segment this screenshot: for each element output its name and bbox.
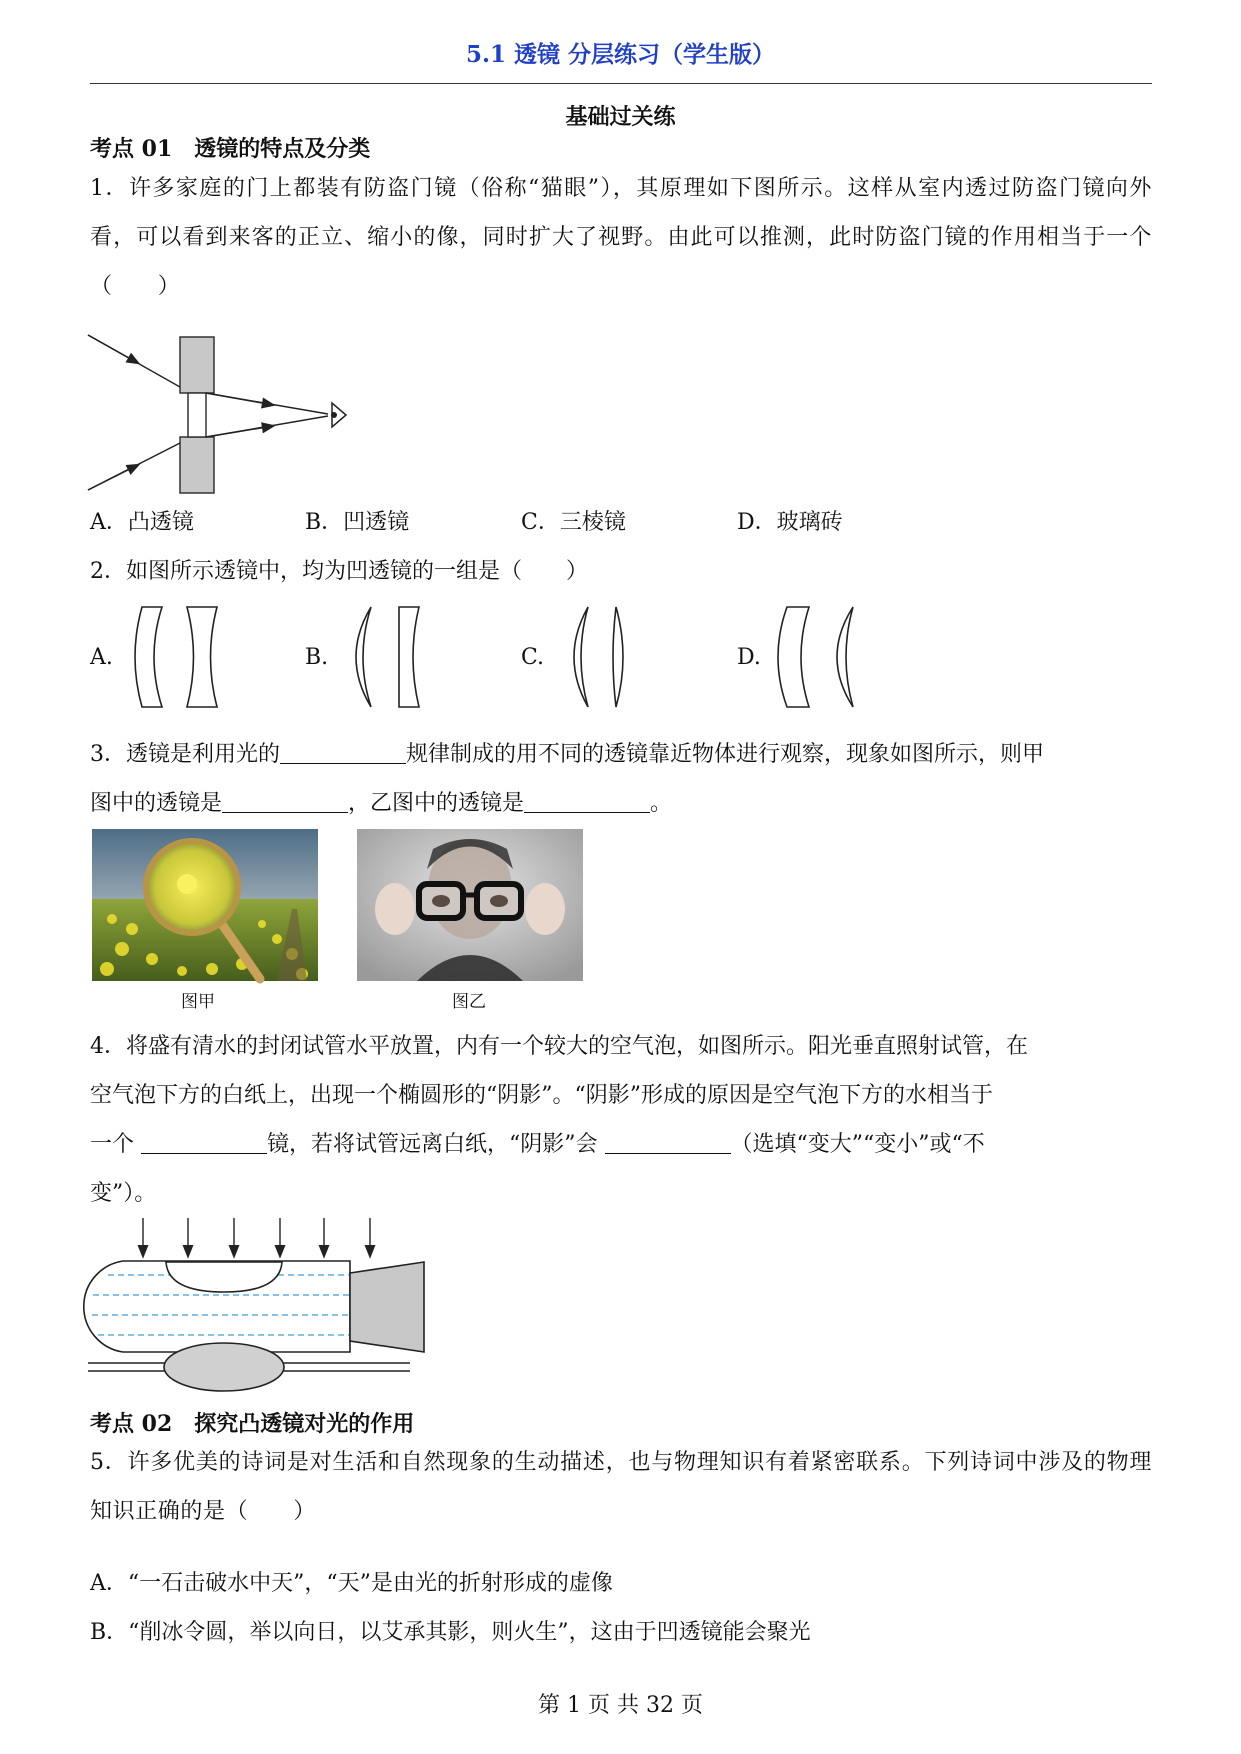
- q1-option-d: D．玻璃砖: [737, 510, 843, 535]
- q3-blank-3[interactable]: [524, 790, 650, 813]
- q2-option-c-label: C.: [521, 645, 545, 670]
- page-footer: 第 1 页 共 32 页: [538, 1693, 703, 1718]
- figure-yi-caption: 图乙: [452, 992, 486, 1012]
- knowledge-point-1-title: 考点 01 透镜的特点及分类: [90, 136, 371, 162]
- figure-yi-glasses-photo: [357, 829, 583, 981]
- q2-option-d-label: D.: [737, 645, 761, 670]
- q2-lens-group-c: [562, 605, 652, 709]
- q3-blank-2[interactable]: [222, 790, 348, 813]
- figure-jia-caption: 图甲: [181, 992, 215, 1012]
- question-4-line-3: 一个 镜，若将试管远离白纸，“阴影”会 （选填“变大”“变小”或“不: [90, 1132, 985, 1157]
- document-header-title: 5.1 透镜 分层练习（学生版）: [465, 41, 776, 68]
- q3-blank-1[interactable]: [280, 741, 406, 764]
- section-title: 基础过关练: [565, 104, 676, 130]
- test-tube-air-bubble-diagram: [88, 1218, 428, 1393]
- question-5-text: 5．许多优美的诗词是对生活和自然现象的生动描述，也与物理知识有着紧密联系。下列诗词中涉及的物理知识正确的是（ ）: [90, 1450, 1152, 1524]
- q4-blank-1[interactable]: [141, 1131, 267, 1154]
- q2-lens-group-a: [132, 605, 222, 709]
- q2-lens-group-b: [347, 605, 437, 709]
- question-3-line-2: 图中的透镜是 ，乙图中的透镜是 。: [90, 791, 673, 816]
- q1-option-c: C．三棱镜: [521, 510, 626, 535]
- q1-option-a: A．凸透镜: [90, 510, 194, 535]
- knowledge-point-2-title: 考点 02 探究凸透镜对光的作用: [90, 1411, 415, 1437]
- q1-option-b: B．凹透镜: [305, 510, 410, 535]
- q2-option-a-label: A.: [90, 645, 113, 670]
- header-divider: [90, 83, 1152, 84]
- question-2-text: 2．如图所示透镜中，均为凹透镜的一组是（ ）: [90, 559, 588, 584]
- question-3-line-1: 3．透镜是利用光的 规律制成的用不同的透镜靠近物体进行观察，现象如图所示，则甲: [90, 742, 1045, 767]
- question-4-line-2: 空气泡下方的白纸上，出现一个椭圆形的“阴影”。“阴影”形成的原因是空气泡下方的水相当于: [90, 1083, 993, 1108]
- q5-option-a: A．“一石击破水中天”，“天”是由光的折射形成的虚像: [90, 1571, 613, 1596]
- figure-jia-magnifier-photo: [92, 829, 318, 981]
- q4-blank-2[interactable]: [605, 1131, 731, 1154]
- question-4-line-1: 4．将盛有清水的封闭试管水平放置，内有一个较大的空气泡，如图所示。阳光垂直照射试管，在: [90, 1034, 1029, 1059]
- question-1-text: 1．许多家庭的门上都装有防盗门镜（俗称“猫眼”），其原理如下图所示。这样从室内透过防盗门镜向外看，可以看到来客的正立、缩小的像，同时扩大了视野。由此可以推测，此时防盗门镜的作用相当于一个（ ）: [90, 176, 1152, 299]
- question-4-line-4: 变”）。: [90, 1181, 157, 1206]
- q2-lens-group-d: [777, 605, 867, 709]
- peephole-diagram: [88, 335, 368, 495]
- q2-option-b-label: B.: [305, 645, 329, 670]
- q5-option-b: B．“削冰令圆，举以向日，以艾承其影，则火生”，这由于凹透镜能会聚光: [90, 1620, 811, 1645]
